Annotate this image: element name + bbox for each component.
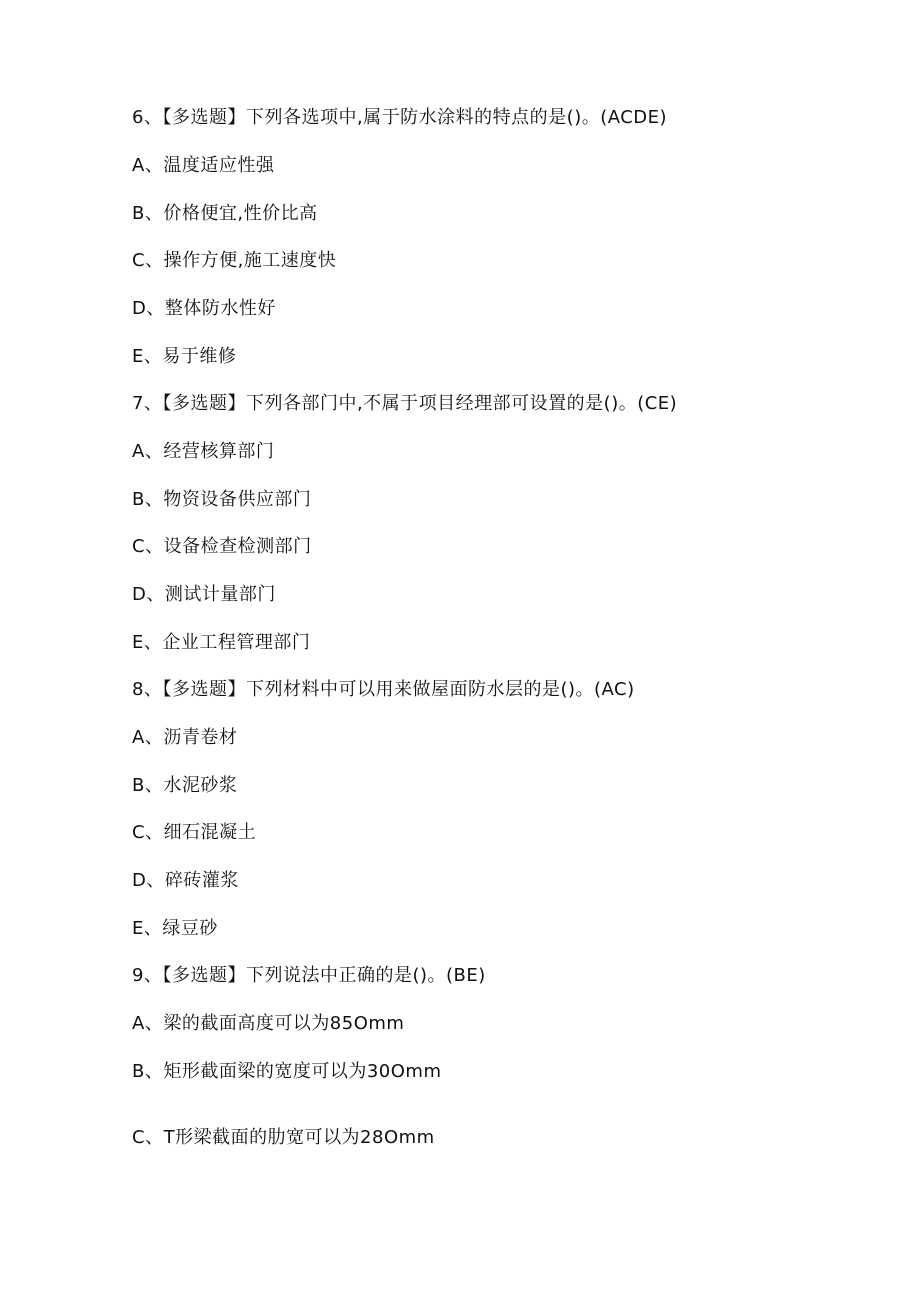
question-6-option-c: C、操作方便,施工速度快 — [132, 250, 337, 271]
question-7-option-e: E、企业工程管理部门 — [132, 632, 311, 653]
question-6-option-b: B、价格便宜,性价比高 — [132, 203, 318, 224]
question-7-title: 7、【多选题】下列各部门中,不属于项目经理部可设置的是()。(CE) — [132, 393, 678, 414]
question-7-option-b: B、物资设备供应部门 — [132, 489, 312, 510]
question-9-option-b: B、矩形截面梁的宽度可以为30Omm — [132, 1061, 442, 1082]
question-9-option-a: A、梁的截面高度可以为85Omm — [132, 1013, 405, 1034]
question-8-option-e: E、绿豆砂 — [132, 918, 218, 939]
question-8-option-c: C、细石混凝土 — [132, 822, 257, 843]
question-8-option-d: D、碎砖灌浆 — [132, 870, 239, 891]
question-8-option-b: B、水泥砂浆 — [132, 775, 238, 796]
question-9-title: 9、【多选题】下列说法中正确的是()。(BE) — [132, 965, 486, 986]
question-7-option-d: D、测试计量部门 — [132, 584, 276, 605]
question-9-option-c: C、T形梁截面的肋宽可以为28Omm — [132, 1127, 435, 1148]
question-6-option-d: D、整体防水性好 — [132, 298, 276, 319]
question-8-title: 8、【多选题】下列材料中可以用来做屋面防水层的是()。(AC) — [132, 679, 635, 700]
question-6-option-e: E、易于维修 — [132, 346, 237, 367]
question-7-option-a: A、经营核算部门 — [132, 441, 275, 462]
question-7-option-c: C、设备检查检测部门 — [132, 536, 312, 557]
question-8-option-a: A、沥青卷材 — [132, 727, 238, 748]
question-6-option-a: A、温度适应性强 — [132, 155, 275, 176]
question-6-title: 6、【多选题】下列各选项中,属于防水涂料的特点的是()。(ACDE) — [132, 107, 668, 128]
